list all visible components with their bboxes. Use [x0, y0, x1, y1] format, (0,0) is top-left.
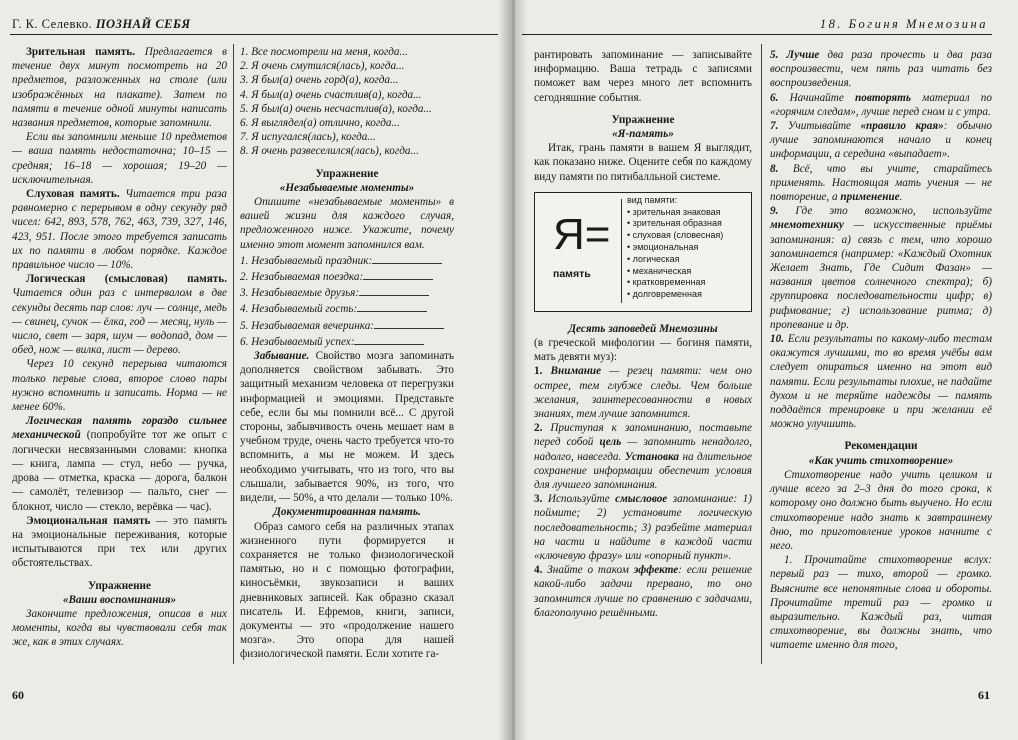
left-column-2 — [240, 45, 454, 662]
text-run: 5. — [770, 49, 787, 61]
spacer — [770, 431, 992, 439]
commandment-item — [534, 364, 752, 421]
answer-line — [372, 252, 442, 264]
text-run: 5. Незабываемая вечеринка: — [240, 319, 375, 332]
text-run: 3. — [534, 493, 548, 506]
memory-type-item: • кратковременная — [627, 277, 723, 289]
text-run: 2. — [534, 422, 551, 435]
left-column-1 — [12, 45, 227, 650]
list-item: 4. Я был(а) очень счастлив(а), когда... — [240, 88, 422, 101]
text-run: 1. — [534, 365, 551, 378]
list-item — [240, 284, 454, 300]
memory-type-item: • зрительная образная — [627, 218, 723, 230]
header-book-title: ПОЗНАЙ СЕБЯ — [95, 17, 191, 31]
commandment-item — [534, 563, 752, 620]
text-run: 6. — [770, 91, 790, 104]
memory-type-item: • логическая — [627, 254, 723, 266]
page-number-left: 60 — [12, 688, 24, 702]
commandment-item — [770, 332, 992, 431]
answer-line — [374, 317, 444, 329]
header-rule — [522, 34, 992, 35]
list-item: 3. Я был(а) очень горд(а), когда... — [240, 74, 399, 87]
exercise-title: Упражнение — [315, 167, 379, 180]
paragraph — [12, 357, 227, 414]
text-run: Приступая к запоминанию, поставьте перед собой — [534, 422, 752, 449]
text-run: : обычно лучше запоминаются начало и конец информации, а середина «выпадает». — [770, 120, 993, 161]
recommendations-name: «Как учить стихотворение» — [808, 454, 954, 467]
paragraph — [12, 187, 227, 272]
list-item — [240, 300, 454, 316]
text-run: материал по «горячим следам», лучше перед сном и с утра. — [770, 91, 992, 118]
text-run: применение — [840, 191, 900, 204]
text-run: 3. Незабываемые друзья: — [240, 287, 360, 300]
ya-caption: память — [553, 267, 591, 280]
text-run: — резец памяти: чем оно острее, тем глубже следы. Чем больше желания, заинтересованности в новых знаниях, тем лучше запомнится. — [534, 365, 752, 421]
text-run: Внимание — [550, 365, 602, 378]
text-run: Читается три раза равномерно с перерывом в одну секунду ряд чисел: 642, 893, 578, 762, 463, 739, 327, 146, 423, 951. После этого требуется записать их по памяти в любом порядке. Каждое правильное число — 10%. — [12, 188, 227, 272]
answer-line — [359, 284, 429, 296]
text-run: — искусственные приёмы запоминания: а) связь с тем, что хорошо запоминается (например: «Каждый Охотник Желает Знать, Где Сидит Фазан» — названия цветов солнечного спектра); б) группировка последовательности цифр; в) рифмование; г) использование ритма; д) пропевание и др. — [770, 219, 992, 331]
spacer — [240, 159, 454, 167]
text-run: мнемотехнику — [770, 219, 844, 232]
text-run: Эмоциональная память — [26, 514, 151, 527]
right-page — [512, 0, 1018, 740]
text-run: цель — [599, 436, 622, 449]
list-item: 1. Все посмотрели на меня, когда... — [240, 46, 408, 58]
text-run: Через 10 секунд перерыва читаются только первые слова, второе слово пары нужно вспомнить и записать. Норма — не менее 60%. — [12, 358, 227, 414]
spacer — [12, 571, 227, 579]
paragraph: 1. Прочитайте стихотворение вслух: первый раз — тихо, второй — громко. Выясните все непонятные слова и обороты. Прочитайте третий раз — громко и выразительно. Каждый раз, читая стихотворение, вы должны знать, что читаете именно для того, — [770, 554, 992, 652]
memory-type-item: • зрительная знаковая — [627, 207, 723, 219]
text-run: Если результаты по какому-либо тестам окажутся лучшими, то во время учёбы вам следует опираться именно на этот вид памяти. Если результаты плохие, не падайте духом и не теряйте надежды — память поддаётся тренировке и при желании её можно улучшить. — [770, 333, 992, 431]
text-run: два раза прочесть и два раза воспроизвести, чем пять раз читать без воспроизведения. — [770, 49, 993, 90]
box-divider — [621, 199, 622, 303]
right-column-2 — [770, 48, 992, 653]
text-run: : если решение какой-либо задачи прервано, то оно запомнится лучше по сравнению с задачами, благополучно решёнными. — [534, 564, 753, 619]
text-run: Установка — [624, 450, 679, 463]
text-run: на длительное сохранение информации обеспечит условия для лучшего запоминания. — [534, 450, 752, 492]
column-divider — [761, 44, 762, 664]
text-run: Предлагается в течение двух минут посмотреть на 20 предметов, разложенных на столе (или изображённых на плакате). Затем по памяти в течение одной минуты написать названия предметов, которые запомнили. — [12, 46, 227, 130]
list-item: 8. Я очень развеселился(лась), когда... — [240, 145, 419, 158]
list-item: 7. Я испугался(лась), когда... — [240, 131, 376, 144]
text-run: 8. — [770, 162, 793, 175]
memory-type-item: • слуховая (словесная) — [627, 230, 723, 242]
list-item — [240, 252, 454, 268]
answer-line — [363, 268, 433, 280]
exercise-text: Закончите предложения, описав в них моменты, когда вы чувствовали себя так же, как в этих случаях. — [12, 607, 227, 649]
header-author: Г. К. Селевко. — [12, 17, 93, 31]
text-run: Свойство мозга запоминать дополняется свойством забывать. Это защитный механизм человека от перегрузки информацией и эмоциями. Представьте себе, если бы мы помнили всё... С другой стороны, забывчивость очень мешает нам в учебном труде, очень часто требуется что-то вспомнить, а мы не можем. И здесь необходимо учитывать, что из того, что вы слышали, забывается 90%, из того, что видели, — 50%, а что делали — только 10%. — [240, 350, 454, 505]
exercise-text: Итак, грань памяти в вашем Я выглядит, как показано ниже. Оцените себя по каждому виду памяти по пятибалльной системе. — [534, 142, 752, 183]
list-item: 5. Я был(а) очень несчастлив(а), когда... — [240, 102, 432, 115]
exercise-name: «Я-память» — [612, 128, 674, 141]
exercise-text: Опишите «незабываемые моменты» в вашей жизни для каждого случая, предложенного ниже. Укажите, почему именно этот момент запомнился вам. — [240, 196, 454, 251]
text-run: 6. Незабываемый успех: — [240, 335, 355, 348]
section-title: Документированная память. — [273, 506, 421, 519]
paragraph — [240, 349, 454, 505]
commandment-item — [770, 91, 992, 119]
text-run: 10. — [770, 333, 788, 346]
list-item: 2. Я очень смутился(лась), когда... — [240, 60, 405, 73]
text-run: запоминание: 1) поймите; 2) установите логическую последовательность; 3) разбейте материал на части и найдите в каждой части «ключевую фразу» или «опорный пункт». — [534, 493, 752, 563]
header-rule — [10, 34, 498, 35]
text-run: — запомнить ненадолго, надолго, навсегда. — [534, 436, 752, 463]
paragraph — [12, 45, 227, 130]
text-run: смысловое — [615, 493, 668, 506]
spacer — [534, 105, 752, 113]
exercise-title: Упражнение — [88, 579, 151, 592]
paragraph — [12, 272, 227, 357]
text-run: Учитывайте — [787, 120, 861, 133]
paragraph — [12, 130, 227, 187]
text-run: (попробуйте тот же опыт с логически несвязанными словами: кнопка — книга, лампа — стул, небо — ручка, дрова — отметка, краска — дорога, балкон — самолёт, телевизор — пальто, снег — блокнот, число — стекло, верёвка — час). — [12, 429, 227, 513]
text-run: Используйте — [547, 493, 616, 506]
page-number-right: 61 — [978, 688, 990, 702]
commandment-item — [534, 421, 752, 492]
text-run: 4. — [534, 564, 548, 577]
paragraph: (в греческой мифологии — богиня памяти, мать девяти муз): — [534, 337, 752, 364]
commandment-item — [770, 119, 992, 162]
column-divider — [233, 44, 234, 664]
list-item — [240, 268, 454, 284]
answer-line — [357, 300, 427, 312]
exercise-title: Упражнение — [611, 113, 675, 126]
exercise-name: «Незабываемые моменты» — [279, 181, 415, 194]
text-run: Всё, что вы учите, старайтесь применять. Настоящая мать учения — не повторение, а — [770, 162, 992, 204]
text-run: «правило края» — [860, 120, 944, 133]
commandment-item — [534, 492, 752, 563]
text-run: Логическая (смысловая) память. — [26, 273, 227, 286]
exercise-name: «Ваши воспоминания» — [62, 593, 177, 606]
right-running-header: 18. Богиня Мнемозина — [819, 17, 988, 31]
memory-types-list — [627, 195, 723, 301]
memory-type-item: • эмоциональная — [627, 242, 723, 254]
commandment-item — [770, 162, 992, 205]
section-title: Десять заповедей Мнемозины — [568, 322, 718, 335]
memory-types-box — [534, 192, 752, 312]
commandment-item — [770, 204, 992, 332]
text-run: 4. Незабываемый гость: — [240, 303, 358, 316]
text-run: Зрительная память. — [26, 46, 135, 58]
list-item: 6. Я выглядел(а) отлично, когда... — [240, 117, 400, 130]
right-column-1 — [534, 48, 752, 620]
paragraph: Образ самого себя на различных этапах жизненного пути формируется и сохраняется не только физиологической памятью, но и с помощью фотографии, киносъёмки, звукозаписи и ваших дневниковых записей. Как образно сказал писатель И. Ефремов, книги, записи, документы — это «продолжение нашего мозга». Это опора для нашей физиологической памяти. Если хотите га- — [240, 520, 454, 661]
memory-type-item: • долговременная — [627, 289, 723, 301]
text-run: Читается один раз с интервалом в две секунды десять пар слов: луч — солнце, медь — свинец, сучок — ёлка, год — месяц, нуль — число, свет — заря, шум — водопад, дом — обед, нож — вилка, лист — дерево. — [12, 287, 227, 357]
text-run: Слуховая память. — [26, 188, 120, 201]
paragraph — [12, 414, 227, 513]
list-heading: вид памяти: — [627, 194, 678, 205]
answer-line — [354, 333, 424, 345]
text-run: 1. Незабываемый праздник: — [240, 254, 373, 267]
text-run: . — [899, 191, 903, 204]
paragraph: рантировать запоминание — записывайте информацию. Ваша тетрадь с записями поможет вам через много лет вспомнить сегодняшние события. — [534, 49, 752, 104]
paragraph — [12, 514, 227, 571]
text-run: Забывание. — [254, 350, 310, 363]
list-item — [240, 333, 454, 349]
paragraph: Стихотворение надо учить целиком и лучше всего за 2–3 дня до того срока, к которому оно должно быть выучено. Но если стихотворение надо знать к завтрашнему дню, то приготовление уроков начните с него. — [770, 468, 992, 552]
left-running-header — [12, 17, 191, 32]
commandment-item — [770, 48, 992, 91]
text-run: Знайте о таком — [547, 564, 634, 577]
text-run: 9. — [770, 205, 796, 218]
text-run: Если вы запомнили меньше 10 предметов — ваша память недостаточна; 10–15 — средняя; 16–18 — хорошая; 19–20 — исключительная. — [12, 131, 227, 186]
recommendations-title: Рекомендации — [844, 440, 918, 453]
text-run: Где это возможно, используйте — [795, 205, 992, 218]
text-run: повторять — [855, 91, 911, 104]
memory-type-item: • механическая — [627, 266, 723, 278]
ya-symbol: Я= — [553, 209, 611, 259]
text-run: 7. — [770, 120, 788, 133]
text-run: Лучше — [786, 49, 820, 61]
text-run: — это память на эмоциональные переживания, которые испытываются при тех или других обстоятельствах. — [12, 514, 227, 570]
text-run: 2. Незабываемая поездка: — [240, 271, 364, 284]
text-run: эффекте — [633, 564, 679, 577]
list-item — [240, 317, 454, 333]
text-run: Начинайте — [789, 91, 855, 104]
text-run: Логическая память гораздо сильнее механической — [12, 415, 227, 442]
